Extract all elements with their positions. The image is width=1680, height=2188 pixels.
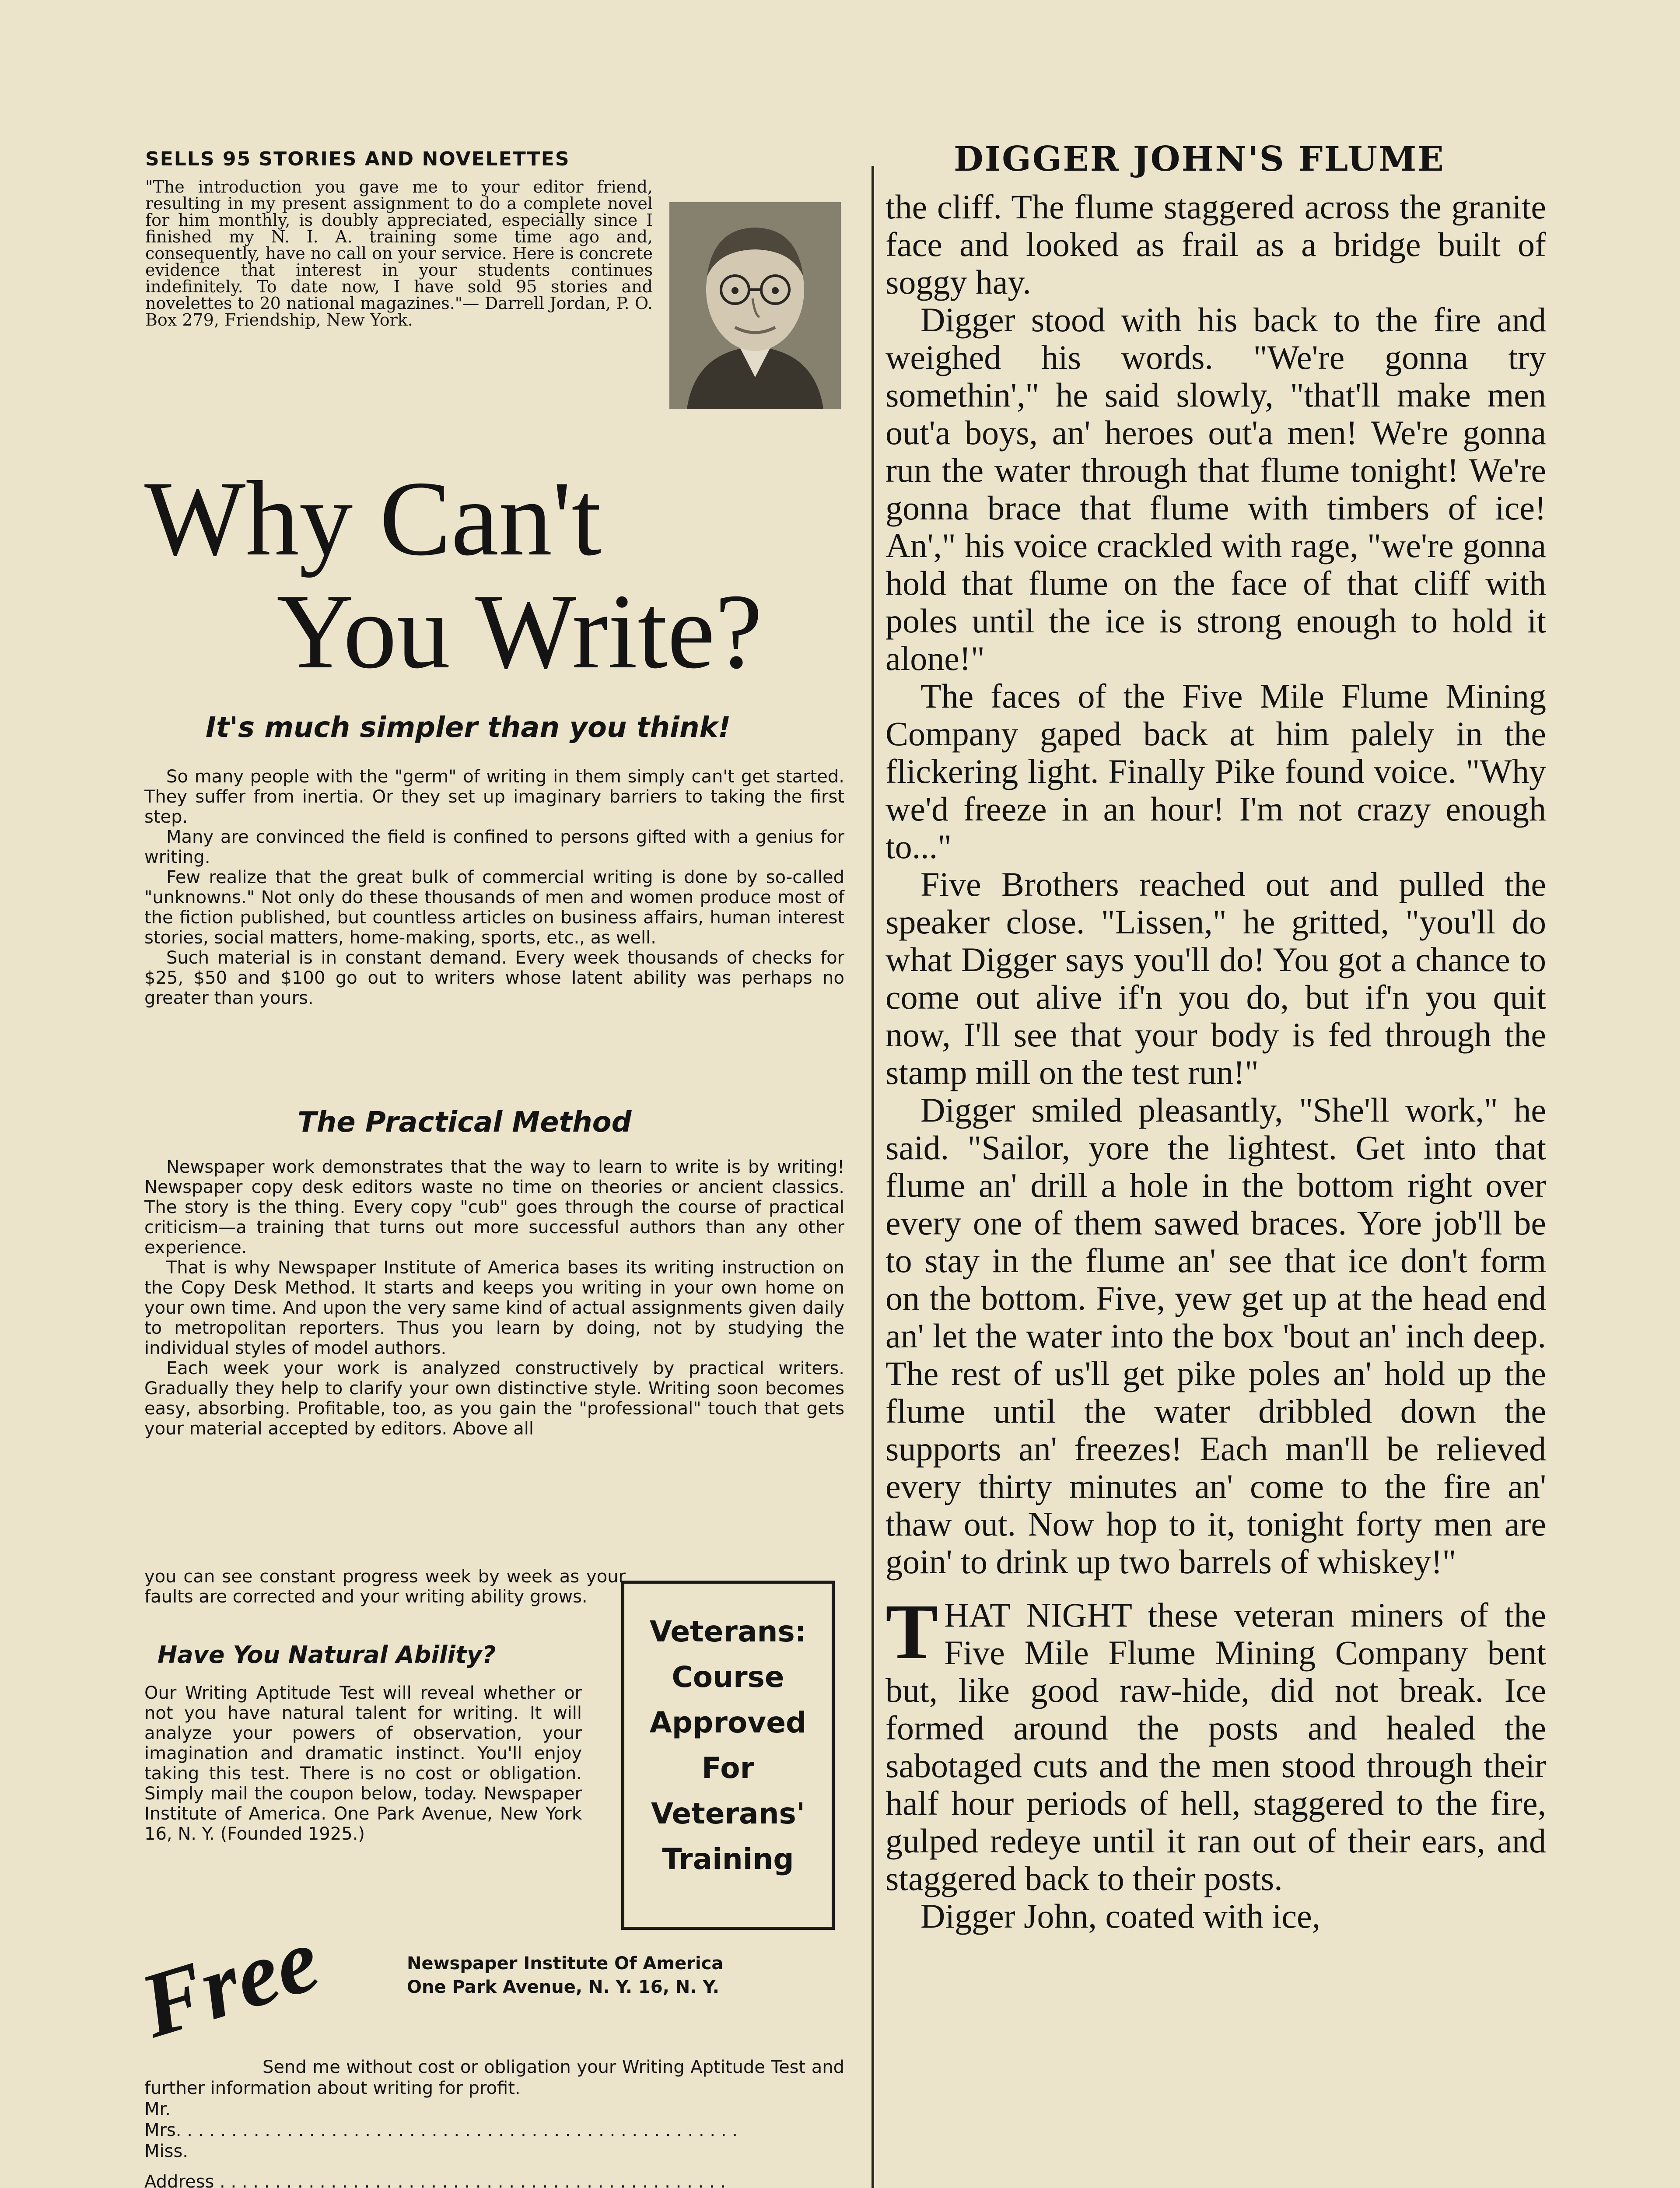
name-field-mr[interactable] — [144, 2099, 844, 2120]
ad-paragraph: Such material is in constant demand. Every week thousands of checks for $25, $50 and $100 go out to writers whose latent ability was perhaps no greater than yours. — [144, 948, 844, 1008]
name-field-miss[interactable] — [144, 2141, 844, 2162]
natural-ability-heading: Have You Natural Ability? — [158, 1641, 496, 1669]
ad-paragraph: Newspaper work demonstrates that the way to learn to write is by writing! Newspaper copy desk editors waste no time on theories or ancient classics. The story is the thing. Every copy "cub" goes through the course of practical criticism—a training that turns out more successful authors than any other experience. — [144, 1157, 844, 1258]
coupon-request: Send me without cost or obligation your Writing Aptitude Test and further information about writing for profit. — [144, 2057, 844, 2098]
coupon-form — [144, 2057, 844, 2188]
ad-paragraph: Few realize that the great bulk of commercial writing is done by so-called "unknowns." Not only do these thousands of men and women produce most of the fiction published, but countless articles on business affairs, human interest stories, social matters, home-making, sports, etc., as well. — [144, 867, 844, 948]
column-divider — [872, 166, 874, 2188]
story-paragraph: Five Brothers reached out and pulled the speaker close. "Lissen," he gritted, "you'll do what Digger says you'll do! You got a chance to come out alive if'n you do, but if'n you quit now, I'll see that your body is fed through the stamp mill on the test run!" — [886, 865, 1546, 1091]
veterans-line: Training — [662, 1842, 794, 1876]
drop-cap: T — [886, 1588, 938, 1675]
headline-you-write: You Write? — [276, 572, 763, 691]
ad-paragraph: So many people with the "germ" of writing in them simply can't get started. They suffer from inertia. Or they set up imaginary barriers to taking the first step. — [144, 767, 844, 827]
testimonial-photo — [669, 202, 841, 409]
field-dotted-line: . . . . . . . . . . . . . . . . . . . . . . . . . . . . . . . . . . . . . . . . . . . . . . . . . . — [187, 2120, 738, 2140]
ad-paragraph: Our Writing Aptitude Test will reveal whether or not you have natural talent for writing. It will analyze your powers of observation, your imagination and dramatic instinct. You'll enjoy taking this test. There is no cost or obligation. Simply mail the coupon below, today. Newspaper Institute of America. One Park Avenue, New York 16, N. Y. (Founded 1925.) — [144, 1683, 582, 1844]
story-paragraph: Digger John, coated with ice, — [920, 1897, 1321, 1935]
address-field[interactable] — [144, 2171, 844, 2188]
testimonial-heading: SELLS 95 STORIES AND NOVELETTES — [145, 148, 570, 170]
field-label: Mrs. — [144, 2120, 182, 2140]
veterans-line: Course — [672, 1660, 784, 1694]
headline-why-cant: Why Can't — [144, 459, 602, 578]
coupon-address — [407, 1952, 723, 1999]
veterans-line: Approved — [649, 1706, 807, 1739]
practical-method-heading: The Practical Method — [298, 1106, 632, 1139]
veterans-line: Veterans' — [651, 1797, 805, 1830]
free-logo: Free — [129, 1907, 330, 2057]
coupon-org-street: One Park Avenue, N. Y. 16, N. Y. — [407, 1977, 719, 1997]
ad-paragraph: you can see constant progress week by week as your faults are corrected and your writing ability grows. — [144, 1567, 626, 1607]
veterans-line: Veterans: — [649, 1615, 807, 1648]
practical-method-continued — [144, 1567, 626, 1607]
coupon-org-name: Newspaper Institute Of America — [407, 1953, 724, 1974]
ad-paragraph: That is why Newspaper Institute of America bases its writing instruction on the Copy Desk Method. It starts and keeps you writing in your own home on your own time. And upon the very same kind of actual assignments given daily to metropolitan reporters. Thus you learn by doing, not by studying the individual styles of model authors. — [144, 1258, 844, 1358]
natural-ability-copy — [144, 1683, 582, 1844]
field-dotted-line: . . . . . . . . . . . . . . . . . . . . . . . . . . . . . . . . . . . . . . . . . . . . . . — [220, 2172, 726, 2188]
ad-subheading: It's much simpler than you think! — [206, 712, 731, 744]
story-text — [886, 188, 1546, 1935]
name-field-mrs[interactable] — [144, 2120, 844, 2141]
testimonial-text: "The introduction you gave me to your editor friend, resulting in my present assignment to do a complete novel for him monthly, is doubly appreciated, especially since I finished my N. I. A. training some time ago and, consequently, have no call on your service. Here is concrete evidence that interest in your students continues indefinitely. To date now, I have sold 95 stories and novelettes to 20 national magazines."— Darrell Jordan, P. O. Box 279, Friendship, New York. — [145, 177, 653, 330]
running-head: DIGGER JOHN'S FLUME — [954, 139, 1445, 179]
ad-paragraph: Many are convinced the field is confined to persons gifted with a genius for writing. — [144, 827, 844, 867]
ad-paragraph: Each week your work is analyzed constructively by practical writers. Gradually they help to clarify your own distinctive style. Writing soon becomes easy, absorbing. Profitable, too, as you gain the "professional" touch that gets your material accepted by editors. Above all — [144, 1358, 844, 1439]
field-label: Address — [144, 2172, 214, 2188]
story-paragraph: Digger stood with his back to the fire and weighed his words. "We're gonna try somethin'," he said slowly, "that'll make men out'a boys, an' heroes out'a men! We're gonna run the water through that flume tonight! We're gonna brace that flume with timbers of ice! An'," his voice crackled with rage, "we're gonna hold that flume on the face of that cliff with poles until the ice is strong enough to hold it alone!" — [886, 301, 1546, 677]
practical-method-copy — [144, 1157, 844, 1439]
story-paragraph: The faces of the Five Mile Flume Mining Company gaped back at him palely in the flickering light. Finally Pike found voice. "Why we'd freeze in an hour! I'm not crazy enough to..." — [886, 677, 1546, 866]
field-label: Miss. — [144, 2141, 189, 2161]
story-paragraph-text: HAT NIGHT these veteran miners of the Five Mile Flume Mining Company bent but, like good raw-hide, did not break. Ice formed around the posts and healed the sabotaged cuts and the men stood through their half hour periods of hell, staggered to the fire, gulped redeye until it ran out of their ears, and staggered back to their posts. — [886, 1596, 1546, 1897]
ad-intro-copy — [144, 767, 844, 1008]
story-paragraph: Digger smiled pleasantly, "She'll work," he said. "Sailor, yore the lightest. Get into that flume an' drill a hole in the bottom right over every one of them sawed braces. Yore job'll be to stay in the flume an' see that ice don't form on the bottom. Five, yew get up at the head end an' let the water into the box 'bout an' inch deep. The rest of us'll get pike poles an' hold up the flume until the water dribbled down the supports an' freezes! Each man'll be relieved every thirty minutes an' come to the fire an' thaw out. Now hop to it, tonight forty men are goin' to drink up two barrels of whiskey!" — [886, 1091, 1546, 1581]
story-paragraph-dropcap — [886, 1588, 1546, 1897]
story-paragraph: the cliff. The flume staggered across the granite face and looked as frail as a bridge built of soggy hay. — [886, 188, 1546, 301]
veterans-line: For — [701, 1751, 755, 1785]
veterans-box — [621, 1581, 835, 1930]
veterans-text — [624, 1609, 832, 1882]
portrait-illustration — [669, 202, 841, 409]
field-label: Mr. — [144, 2099, 171, 2119]
